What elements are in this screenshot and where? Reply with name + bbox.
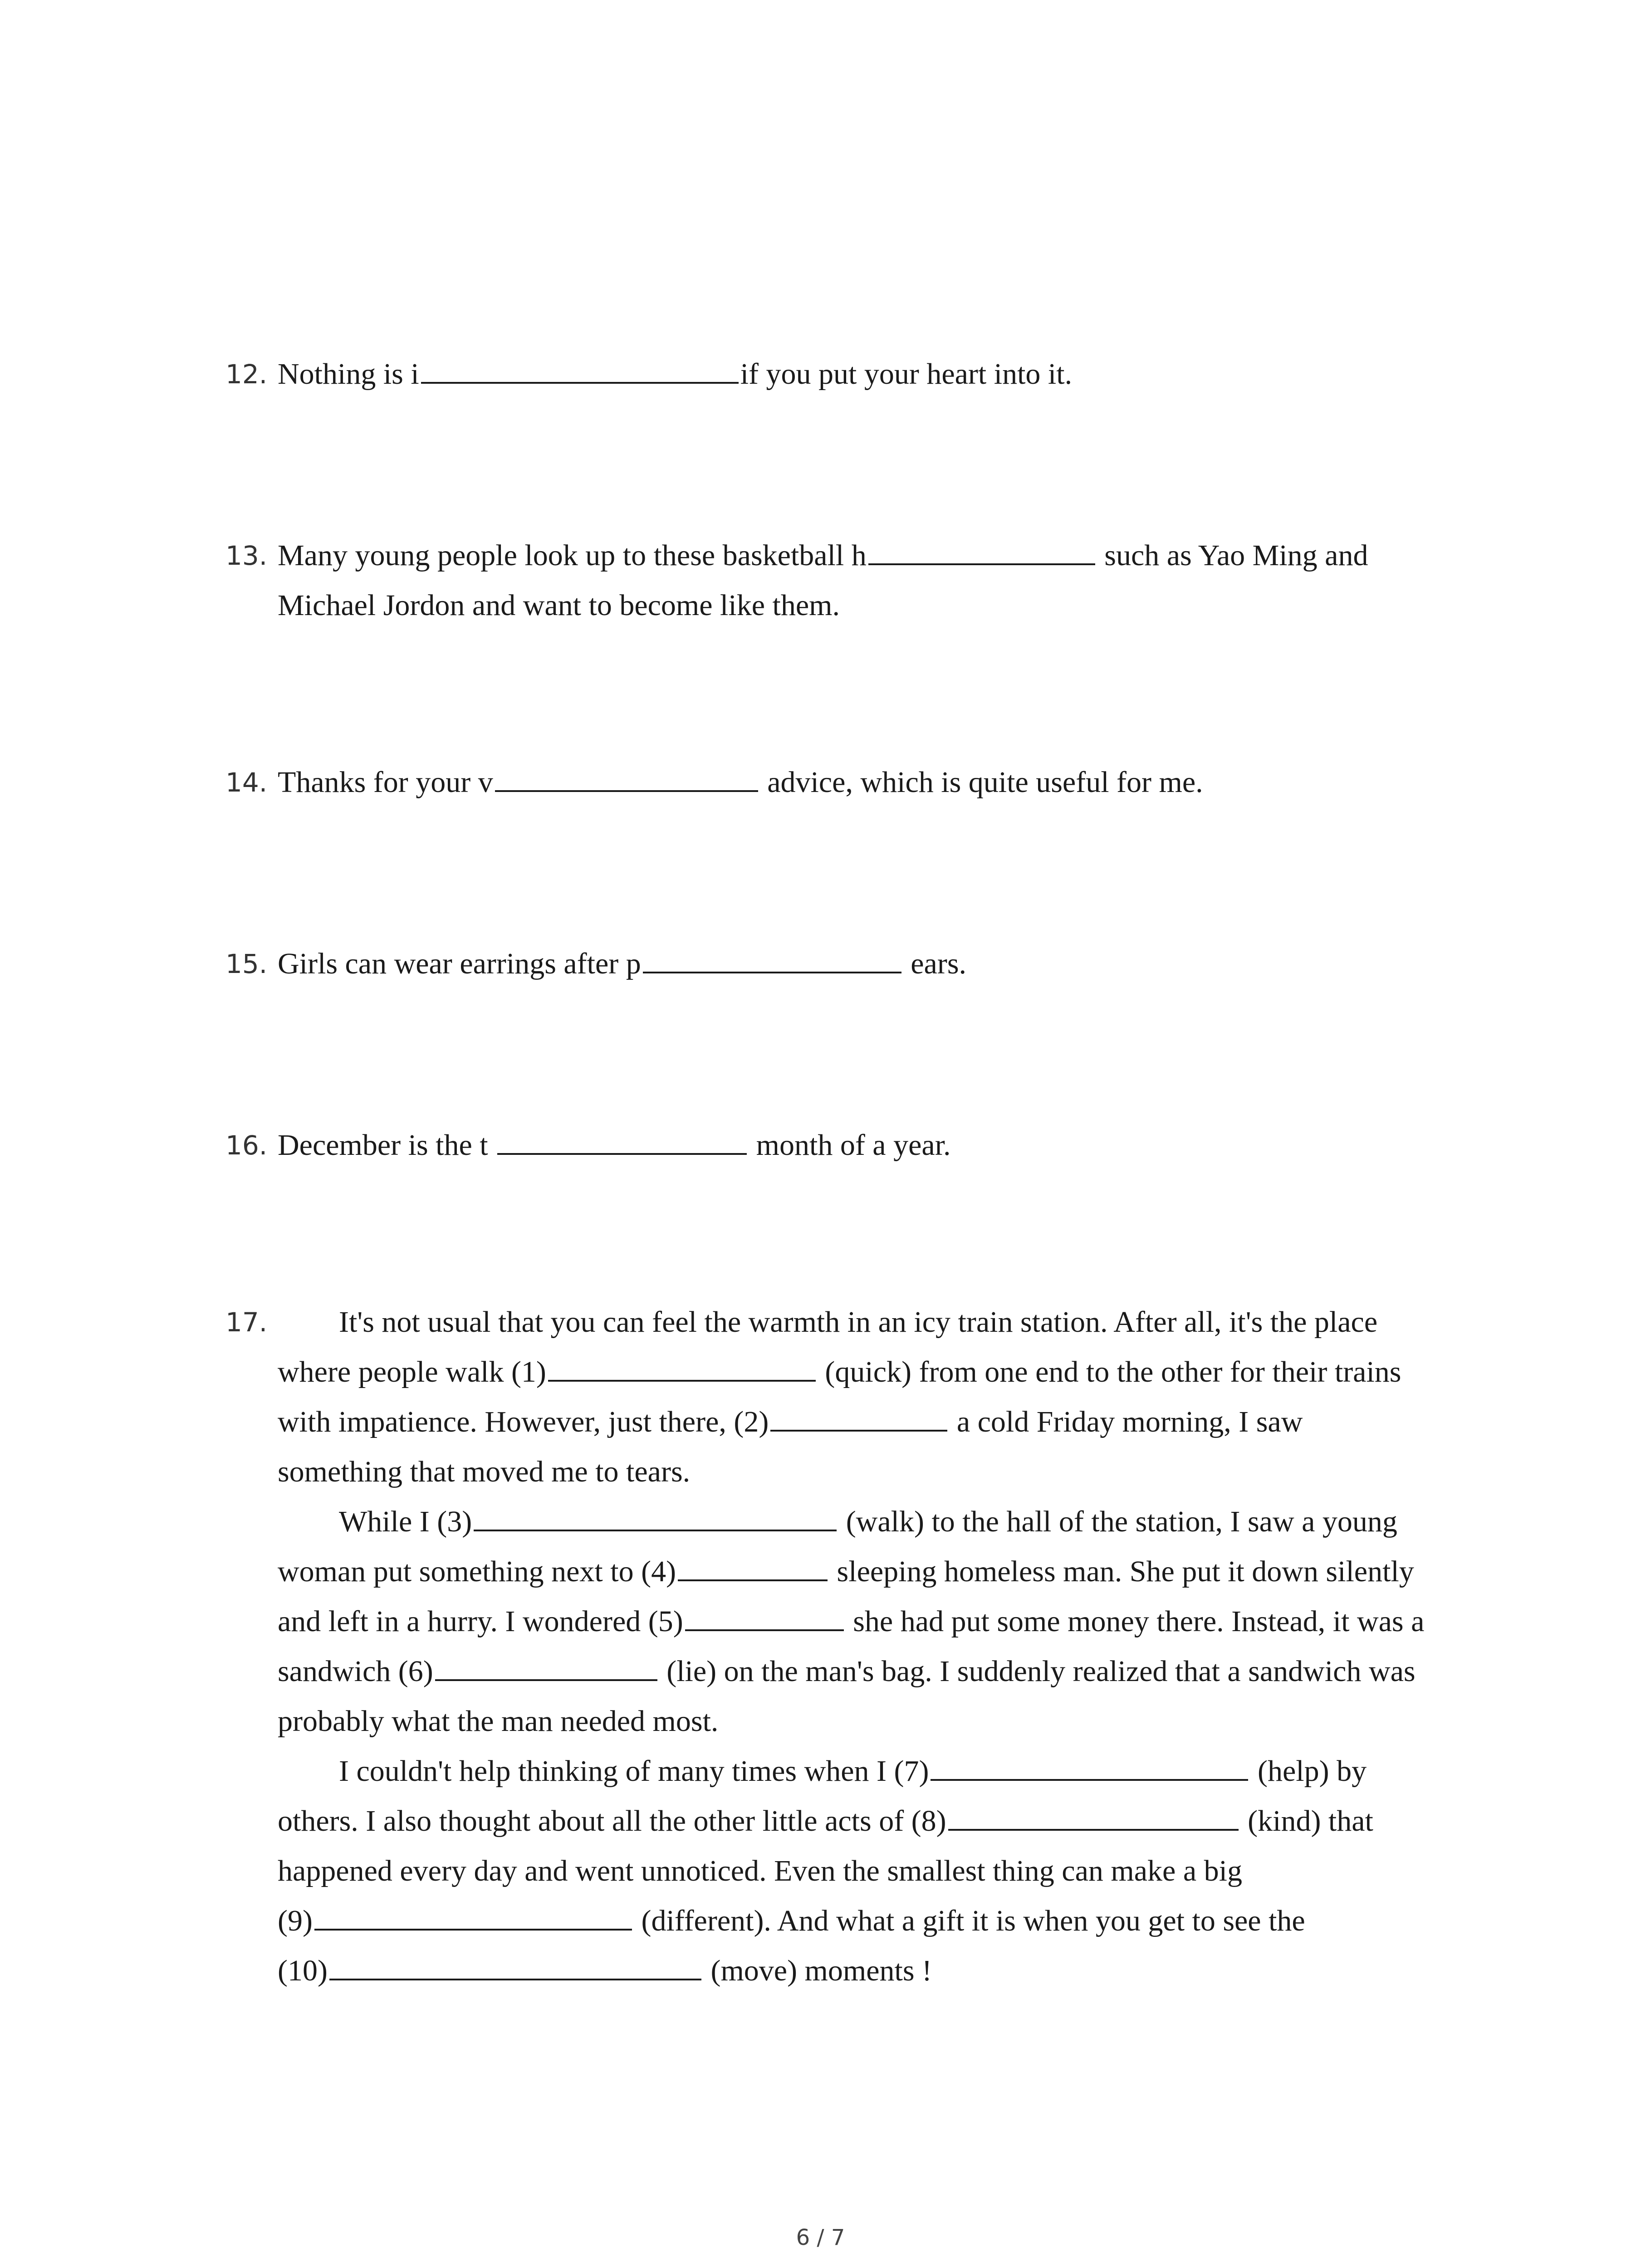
answer-blank[interactable] <box>495 764 758 792</box>
text-segment: Michael Jordon and want to become like them. <box>278 589 840 622</box>
text-line <box>278 1696 1466 1746</box>
text-line <box>278 1796 1466 1846</box>
text-segment: and left in a hurry. I wondered (5) <box>278 1605 683 1638</box>
question-text <box>278 349 1466 399</box>
text-line <box>278 939 1466 989</box>
text-segment: Thanks for your v <box>278 766 493 799</box>
answer-blank[interactable] <box>548 1354 816 1382</box>
text-segment: if you put your heart into it. <box>740 357 1073 391</box>
text-segment: (different). And what a gift it is when you get to see the <box>633 1904 1305 1937</box>
question-number: 12. <box>225 359 268 390</box>
text-segment: probably what the man needed most. <box>278 1705 719 1738</box>
answer-blank[interactable] <box>497 1127 747 1155</box>
question-text <box>278 939 1466 989</box>
text-segment: where people walk (1) <box>278 1355 546 1388</box>
text-line <box>278 349 1466 399</box>
text-segment: (quick) from one end to the other for their trains <box>817 1355 1401 1388</box>
question-number: 13. <box>225 540 268 571</box>
text-segment: (help) by <box>1250 1755 1367 1788</box>
answer-blank[interactable] <box>948 1803 1239 1831</box>
text-segment: (walk) to the hall of the station, I saw a young <box>838 1505 1397 1538</box>
question-number: 16. <box>225 1130 268 1161</box>
text-segment: December is the t <box>278 1129 496 1162</box>
text-line <box>278 1447 1466 1497</box>
text-line <box>278 1497 1466 1547</box>
text-segment: with impatience. However, just there, (2) <box>278 1405 769 1438</box>
text-segment: Many young people look up to these basketball h <box>278 539 867 572</box>
text-line <box>278 1297 1466 1347</box>
text-segment: Nothing is i <box>278 357 419 391</box>
text-line <box>278 1896 1466 1946</box>
answer-blank[interactable] <box>868 537 1095 565</box>
text-segment: month of a year. <box>749 1129 951 1162</box>
text-line <box>278 758 1466 807</box>
question-number: 17. <box>225 1307 268 1338</box>
answer-blank[interactable] <box>643 945 901 973</box>
text-segment: sandwich (6) <box>278 1655 433 1688</box>
answer-blank[interactable] <box>931 1753 1248 1781</box>
text-segment: (10) <box>278 1954 328 1987</box>
text-segment: others. I also thought about all the other little acts of (8) <box>278 1804 946 1838</box>
text-line <box>278 1647 1466 1696</box>
text-segment: woman put something next to (4) <box>278 1555 676 1588</box>
answer-blank[interactable] <box>421 356 739 384</box>
text-segment: While I (3) <box>339 1505 472 1538</box>
text-line <box>278 581 1466 631</box>
answer-blank[interactable] <box>685 1603 844 1631</box>
answer-blank[interactable] <box>770 1403 947 1432</box>
text-segment: she had put some money there. Instead, it was a <box>845 1605 1425 1638</box>
text-segment: ears. <box>903 947 967 980</box>
text-segment: happened every day and went unnoticed. Even the smallest thing can make a big <box>278 1854 1242 1887</box>
answer-blank[interactable] <box>678 1553 828 1581</box>
text-line <box>278 1597 1466 1647</box>
text-segment: a cold Friday morning, I saw <box>949 1405 1303 1438</box>
text-segment: something that moved me to tears. <box>278 1455 691 1488</box>
text-segment: It's not usual that you can feel the warmth in an icy train station. After all, it's the place <box>339 1305 1378 1339</box>
text-line <box>278 1120 1466 1170</box>
text-segment: (move) moments ! <box>703 1954 932 1987</box>
text-line <box>278 1846 1466 1896</box>
text-segment: advice, which is quite useful for me. <box>759 766 1203 799</box>
text-segment: sleeping homeless man. She put it down silently <box>829 1555 1414 1588</box>
question-text <box>278 758 1466 807</box>
question-number: 14. <box>225 767 268 798</box>
answer-blank[interactable] <box>474 1503 837 1531</box>
question-text <box>278 1120 1466 1170</box>
text-line <box>278 1547 1466 1597</box>
text-segment: Girls can wear earrings after p <box>278 947 641 980</box>
text-segment: (lie) on the man's bag. I suddenly realized that a sandwich was <box>659 1655 1416 1688</box>
text-line <box>278 1946 1466 1996</box>
text-line <box>278 531 1466 581</box>
text-line <box>278 1347 1466 1397</box>
answer-blank[interactable] <box>329 1952 701 1980</box>
text-segment: such as Yao Ming and <box>1097 539 1368 572</box>
text-segment: (9) <box>278 1904 313 1937</box>
answer-blank[interactable] <box>435 1653 657 1681</box>
question-text <box>278 531 1466 631</box>
text-line <box>278 1397 1466 1447</box>
page-number: 6 / 7 <box>796 2225 845 2250</box>
text-segment: I couldn't help thinking of many times when I (7) <box>339 1755 929 1788</box>
question-text <box>278 1297 1466 1996</box>
answer-blank[interactable] <box>314 1902 632 1931</box>
text-segment: (kind) that <box>1240 1804 1373 1838</box>
text-line <box>278 1746 1466 1796</box>
question-number: 15. <box>225 948 268 979</box>
